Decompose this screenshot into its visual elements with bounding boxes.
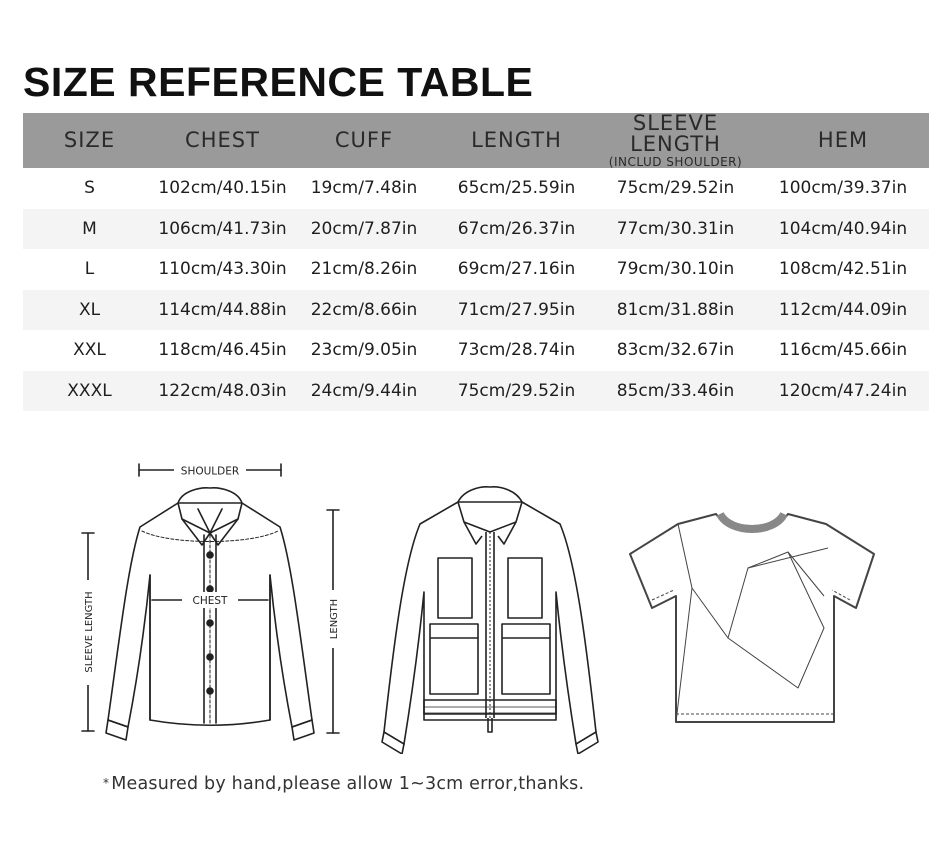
- page-title: SIZE REFERENCE TABLE: [23, 59, 534, 105]
- header-length: LENGTH: [471, 128, 562, 152]
- shirt-measurement-illustration: [70, 455, 350, 745]
- note-text: Measured by hand,please allow 1~3cm error,thanks.: [111, 774, 585, 794]
- measurement-note: [103, 774, 584, 794]
- table-row: [23, 330, 929, 371]
- cell-cuff: 22cm/8.66in: [310, 299, 418, 320]
- cell-hem: 112cm/44.09in: [778, 299, 908, 320]
- table-row: [23, 209, 929, 250]
- tshirt-illustration: [628, 508, 876, 734]
- cell-size: L: [84, 259, 95, 280]
- cell-size: S: [84, 178, 95, 199]
- table-row: [23, 371, 929, 412]
- cell-size: XL: [78, 299, 101, 320]
- cell-chest: 114cm/44.88in: [158, 299, 287, 320]
- cell-hem: 104cm/40.94in: [778, 218, 908, 239]
- header-sleeve-length: [594, 113, 757, 168]
- cell-cuff: 19cm/7.48in: [310, 178, 418, 199]
- cell-cuff: 21cm/8.26in: [310, 259, 418, 280]
- cell-chest: 122cm/48.03in: [158, 380, 287, 401]
- cell-sleeve-length: 75cm/29.52in: [616, 178, 735, 199]
- note-asterisk: *: [103, 776, 110, 790]
- cell-cuff: 24cm/9.44in: [310, 380, 418, 401]
- cell-chest: 110cm/43.30in: [158, 259, 287, 280]
- cell-size: M: [82, 218, 97, 239]
- header-size: SIZE: [63, 128, 116, 152]
- table-row: [23, 249, 929, 290]
- cell-length: 65cm/25.59in: [457, 178, 576, 199]
- cell-sleeve-length: 81cm/31.88in: [616, 299, 735, 320]
- length-label: LENGTH: [329, 598, 340, 640]
- header-chest: CHEST: [185, 128, 260, 152]
- cell-size: XXL: [73, 340, 106, 361]
- jacket-illustration: [380, 482, 600, 754]
- cell-hem: 116cm/45.66in: [778, 340, 908, 361]
- cell-chest: 118cm/46.45in: [158, 340, 287, 361]
- cell-size: XXXL: [67, 380, 112, 401]
- chest-label: CHEST: [192, 595, 228, 607]
- cell-chest: 102cm/40.15in: [158, 178, 287, 199]
- cell-sleeve-length: 77cm/30.31in: [616, 218, 735, 239]
- cell-sleeve-length: 85cm/33.46in: [616, 380, 735, 401]
- sleeve-length-label: SLEEVE LENGTH: [84, 591, 95, 673]
- cell-length: 69cm/27.16in: [457, 259, 576, 280]
- table-row: [23, 168, 929, 209]
- header-sleeve-length-sub: (INCLUD SHOULDER): [608, 155, 743, 169]
- cell-hem: 108cm/42.51in: [778, 259, 908, 280]
- cell-sleeve-length: 79cm/30.10in: [616, 259, 735, 280]
- size-table: [23, 113, 929, 411]
- header-sleeve-length-label: SLEEVE LENGTH: [630, 111, 721, 156]
- cell-length: 75cm/29.52in: [457, 380, 576, 401]
- cell-hem: 100cm/39.37in: [778, 178, 908, 199]
- cell-length: 71cm/27.95in: [457, 299, 576, 320]
- header-hem: HEM: [817, 128, 869, 152]
- table-row: [23, 290, 929, 331]
- cell-length: 73cm/28.74in: [457, 340, 576, 361]
- cell-cuff: 20cm/7.87in: [310, 218, 418, 239]
- table-header-row: [23, 113, 929, 168]
- cell-cuff: 23cm/9.05in: [310, 340, 418, 361]
- shoulder-label: SHOULDER: [180, 465, 240, 478]
- cell-chest: 106cm/41.73in: [158, 218, 287, 239]
- cell-sleeve-length: 83cm/32.67in: [616, 340, 735, 361]
- header-cuff: CUFF: [334, 128, 394, 152]
- cell-length: 67cm/26.37in: [457, 218, 576, 239]
- cell-hem: 120cm/47.24in: [778, 380, 908, 401]
